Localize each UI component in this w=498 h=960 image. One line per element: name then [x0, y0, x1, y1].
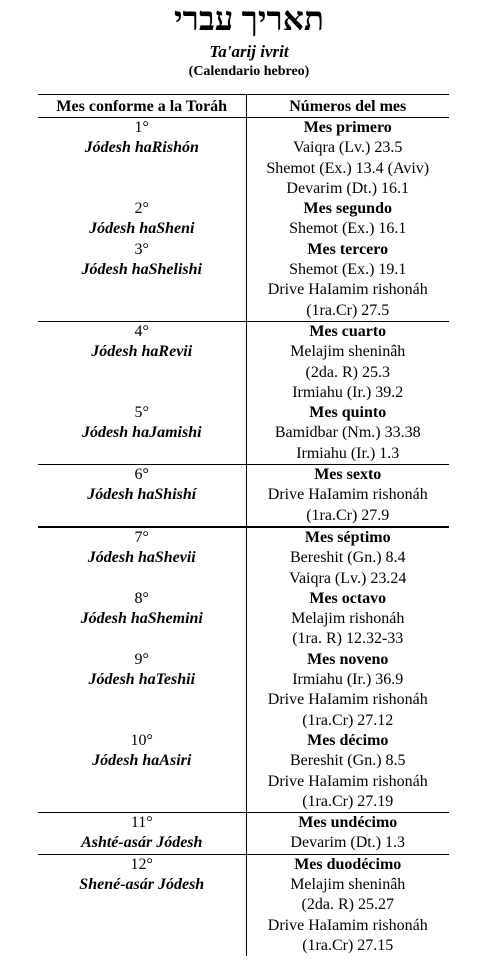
references-cell: [246, 527, 449, 589]
scripture-reference: (2da. R) 25.3: [305, 363, 390, 381]
scripture-reference: Drive HaIamim rishonáh: [267, 486, 428, 504]
scripture-reference: Irmiahu (Ir.) 1.3: [296, 444, 400, 462]
scripture-reference: Vaiqra (Lv.) 23.5: [293, 139, 403, 157]
month-row: [38, 731, 449, 813]
scripture-reference: Bereshit (Gn.) 8.4: [289, 549, 406, 567]
month-name: Jódesh haShelishi: [81, 261, 202, 279]
month-row: [38, 854, 449, 956]
month-ordinal: 10°: [130, 731, 153, 749]
month-title: Mes octavo: [309, 589, 387, 607]
scripture-reference: Melajim sheninâh: [290, 343, 406, 361]
scripture-reference: (1ra.Cr) 27.5: [306, 301, 390, 319]
month-row: [38, 527, 449, 589]
scripture-reference: (1ra. R) 12.32-33: [292, 630, 404, 648]
scripture-reference: Devarim (Dt.) 16.1: [286, 179, 410, 197]
month-ordinal: 3°: [134, 240, 149, 258]
references-cell: [246, 650, 449, 731]
scripture-reference: (1ra.Cr) 27.15: [302, 936, 394, 954]
month-cell: [38, 403, 246, 464]
month-ordinal: 12°: [130, 855, 153, 873]
month-cell: [38, 240, 246, 322]
month-ordinal: 9°: [134, 650, 149, 668]
month-title: Mes cuarto: [309, 322, 387, 340]
month-name: Jódesh haRishón: [84, 139, 199, 157]
month-name: Jódesh haShevii: [87, 549, 196, 567]
scripture-reference: Drive HaIamim rishonáh: [267, 691, 428, 709]
month-row: [38, 321, 449, 403]
scripture-reference: Devarim (Dt.) 1.3: [290, 834, 406, 852]
month-row: [38, 465, 449, 527]
month-row: [38, 813, 449, 855]
references-cell: [246, 731, 449, 813]
month-title: Mes sexto: [314, 466, 382, 484]
month-name: Shené-asár Jódesh: [79, 875, 205, 893]
month-cell: [38, 527, 246, 589]
references-cell: [246, 240, 449, 322]
scripture-reference: Shemot (Ex.) 13.4 (Aviv): [266, 159, 430, 177]
scripture-reference: Shemot (Ex.) 16.1: [289, 220, 407, 238]
month-title: Mes noveno: [307, 650, 389, 668]
transliterated-title: Ta'arij ivrit: [209, 42, 289, 61]
column-header-numbers: Números del mes: [246, 95, 449, 118]
month-cell: [38, 813, 246, 855]
month-row: [38, 650, 449, 731]
scripture-reference: (1ra.Cr) 27.12: [302, 711, 394, 729]
month-title: Mes tercero: [307, 240, 389, 258]
month-cell: [38, 854, 246, 956]
column-header-month: Mes conforme a la Toráh: [38, 95, 246, 118]
references-cell: [246, 403, 449, 464]
scripture-reference: Melajim rishonáh: [291, 610, 405, 628]
references-cell: [246, 854, 449, 956]
references-cell: [246, 813, 449, 855]
scripture-reference: (2da. R) 25.27: [301, 896, 394, 914]
month-title: Mes séptimo: [304, 528, 391, 546]
references-cell: [246, 118, 449, 200]
scripture-reference: Irmiahu (Ir.) 39.2: [292, 383, 404, 401]
month-title: Mes segundo: [303, 200, 392, 218]
scripture-reference: (1ra.Cr) 27.9: [306, 506, 390, 524]
month-cell: [38, 731, 246, 813]
month-row: [38, 403, 449, 464]
month-name: Ashté-asár Jódesh: [81, 834, 203, 852]
references-cell: [246, 465, 449, 527]
month-title: Mes primero: [303, 119, 392, 136]
scripture-reference: Drive HaIamim rishonáh: [267, 916, 428, 934]
month-cell: [38, 589, 246, 650]
month-name: Jódesh haJamishi: [81, 424, 202, 442]
month-name: Jódesh haRevii: [91, 343, 193, 361]
references-cell: [246, 321, 449, 403]
month-cell: [38, 465, 246, 527]
month-cell: [38, 199, 246, 240]
references-cell: [246, 589, 449, 650]
month-ordinal: 2°: [134, 200, 149, 218]
month-ordinal: 4°: [134, 322, 149, 340]
scripture-reference: Irmiahu (Ir.) 36.9: [292, 671, 404, 689]
month-title: Mes décimo: [307, 731, 389, 749]
month-name: Jódesh haTeshii: [88, 671, 196, 689]
month-title: Mes duodécimo: [294, 855, 402, 873]
scripture-reference: Shemot (Ex.) 19.1: [289, 261, 407, 279]
scripture-reference: Bereshit (Gn.) 8.5: [289, 752, 406, 770]
month-ordinal: 6°: [134, 466, 149, 484]
month-title: Mes undécimo: [298, 814, 398, 832]
month-cell: [38, 650, 246, 731]
month-name: Jódesh haShishí: [87, 486, 197, 504]
scripture-reference: Melajim sheninâh: [290, 875, 406, 893]
references-cell: [246, 199, 449, 240]
month-ordinal: 11°: [130, 814, 153, 832]
month-row: [38, 240, 449, 322]
month-ordinal: 1°: [134, 119, 149, 136]
subtitle: (Calendario hebreo): [188, 64, 310, 79]
month-cell: [38, 321, 246, 403]
month-ordinal: 7°: [134, 528, 149, 546]
month-row: [38, 589, 449, 650]
month-name: Jódesh haSheni: [89, 220, 195, 238]
months-table: [38, 94, 449, 956]
table-header-row: [38, 95, 449, 118]
month-row: [38, 199, 449, 240]
month-ordinal: 5°: [134, 404, 149, 422]
month-ordinal: 8°: [134, 589, 149, 607]
scripture-reference: Drive HaIamim rishonáh: [267, 772, 428, 790]
month-title: Mes quinto: [309, 404, 387, 422]
month-name: Jódesh haShemini: [80, 610, 203, 628]
scripture-reference: Vaiqra (Lv.) 23.24: [289, 569, 407, 587]
scripture-reference: (1ra.Cr) 27.19: [302, 792, 394, 810]
hebrew-title: תאריך עברי: [173, 2, 325, 38]
month-row: [38, 118, 449, 200]
scripture-reference: Bamidbar (Nm.) 33.38: [274, 424, 421, 442]
month-name: Jódesh haAsiri: [92, 752, 192, 770]
month-cell: [38, 118, 246, 200]
scripture-reference: Drive HaIamim rishonáh: [267, 281, 428, 299]
